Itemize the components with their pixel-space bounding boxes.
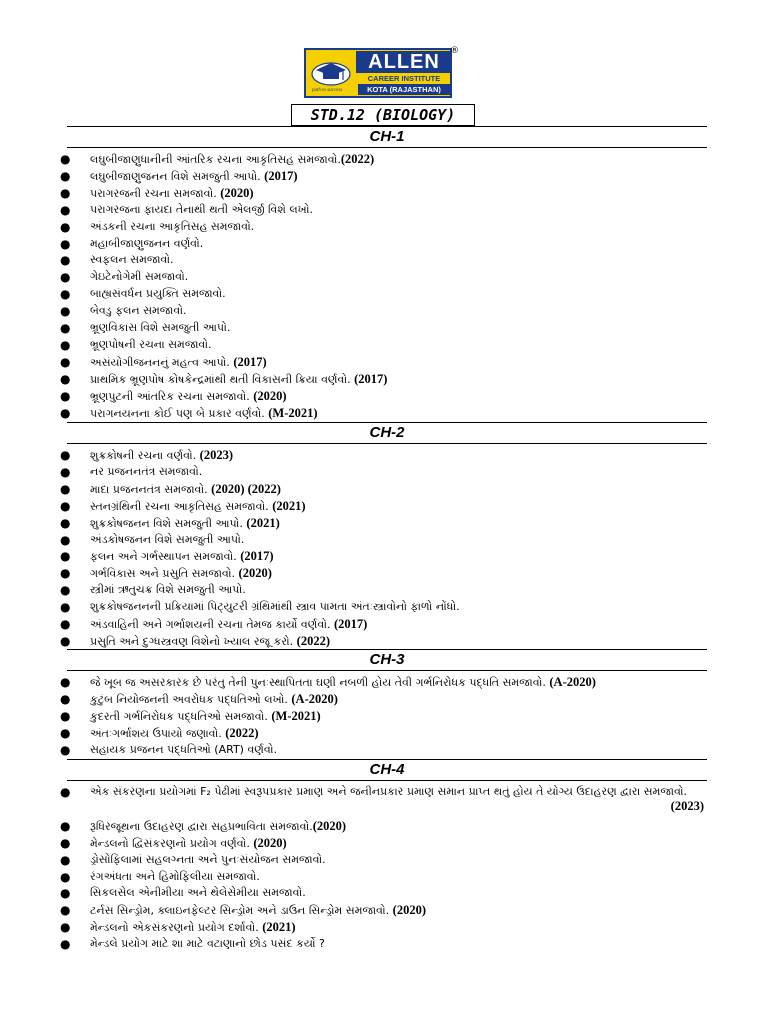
exam-year: (2023) xyxy=(670,798,704,813)
bullet-icon: ● xyxy=(60,852,71,867)
bullet-icon: ● xyxy=(60,725,71,740)
bullet-icon: ● xyxy=(60,236,71,251)
question-text: ગેઇટેનોગેમી સમજાવો. xyxy=(90,270,189,284)
exam-year: (2020) xyxy=(312,818,347,833)
question-text: ડ્રોસોફિલામાં સહલગ્નતા અને પુનઃસંયોજન સમજાવો. xyxy=(90,852,326,866)
bullet-icon: ● xyxy=(60,583,71,598)
question-text: પરાગરજના ફાયદા તેનાથી થતી એલર્જી વિશે લખો. xyxy=(90,202,313,216)
question-text: મેન્ડલનો દ્વિસંકરણનો પ્રયોગ વર્ણવો. xyxy=(90,836,254,850)
exam-year: (2023) xyxy=(199,448,233,462)
question-text: જે ખૂબ જ અસરકારક છે પરંતુ તેની પુનઃસ્થાપિતતા ઘણી નબળી હોય તેવી ગર્ભનિરોધક પદ્ધતિ સમજાવો. xyxy=(90,676,550,689)
exam-year: (2020) xyxy=(220,185,254,200)
bullet-icon: ● xyxy=(60,818,71,833)
question-text: પરાગરજની રચના સમજાવો. xyxy=(90,186,221,200)
bullet-icon: ● xyxy=(60,405,71,420)
bullet-icon: ● xyxy=(60,219,71,234)
bullet-icon: ● xyxy=(60,566,71,581)
question-text: શુક્રકોષજનનની પ્રક્રિયામાં પિટ્યુટરી ગ્રંથિમાંથી સ્ત્રાવ પામતા અંતઃસ્ત્રાવોનો ફાળો નોંધો. xyxy=(90,600,460,614)
bullet-icon: ● xyxy=(60,321,71,335)
chapter-heading-ch-2: CH-2 xyxy=(67,422,707,444)
question-text: કુદરતી ગર્ભનિરોધક પદ્ધતિઓ સમજાવો. xyxy=(90,709,272,723)
bullet-icon: ● xyxy=(60,675,71,689)
bullet-icon: ● xyxy=(60,785,71,799)
exam-year: (2022) xyxy=(340,152,375,166)
question-text: શુક્રકોષજનન વિશે સમજુતી આપો. xyxy=(90,516,247,530)
question-text: કુટુંબ નિયોજનની અવરોધક પદ્ધતિઓ લખો. xyxy=(90,692,292,706)
exam-year: (2017) xyxy=(264,168,298,183)
question-text: ટર્નસ સિન્ડ્રોમ, ક્લાઇનફેલ્ટર સિન્ડ્રોમ અને ડાઉન સિન્ડ્રોમ સમજાવો. xyxy=(90,904,393,918)
logo-tagline: path to success xyxy=(312,88,343,93)
bullet-icon: ● xyxy=(60,337,71,352)
exam-year: (2020) xyxy=(253,388,287,403)
bullet-icon: ● xyxy=(60,600,71,615)
bullet-icon: ● xyxy=(60,515,71,530)
bullet-icon: ● xyxy=(60,270,71,285)
question-text: અસંયોગીજનનનું મહત્વ આપો. xyxy=(90,355,234,369)
question-text: શુક્રકોષની રચના વર્ણવો. xyxy=(90,449,200,462)
bullet-icon: ● xyxy=(60,617,71,631)
question-text: પરાગનયનના કોઈ પણ બે પ્રકાર વર્ણવો. xyxy=(90,406,269,420)
bullet-icon: ● xyxy=(60,886,71,901)
document-title: STD.12 (BIOLOGY) xyxy=(291,104,475,126)
question-text: ભ્રૂણવિકાસ વિશે સમજુતી આપો. xyxy=(90,321,231,334)
exam-year: (2022) xyxy=(296,633,330,648)
bullet-icon: ● xyxy=(60,835,71,850)
bullet-icon: ● xyxy=(60,448,71,462)
bullet-icon: ● xyxy=(60,152,71,166)
bullet-icon: ● xyxy=(60,498,71,513)
registered-mark: ® xyxy=(450,46,459,56)
question-text: ભ્રૂણપોષની રચના સમજાવો. xyxy=(90,337,212,351)
bullet-icon: ● xyxy=(60,481,71,496)
question-text: રૂધિરજૂથના ઉદાહરણ દ્વારા સહપ્રભાવિતા સમજાવો. xyxy=(90,819,313,833)
question-text: ભ્રૂણપુટની આંતરિક રચના સમજાવો. xyxy=(90,389,254,403)
bullet-icon: ● xyxy=(60,708,71,723)
question-text: રંગઅંધતા અને હિમોફિલીયા સમજાવો. xyxy=(90,869,260,883)
bullet-icon: ● xyxy=(60,185,71,200)
bullet-icon: ● xyxy=(60,371,71,386)
exam-year: (2020) xyxy=(238,566,272,581)
question-text: એક સંકરણના પ્રયોગમાં F₂ પેઢીમાં સ્વરૂપપ્રકાર પ્રમાણ અને જનીનપ્રકાર પ્રમાણ સમાન પ્રાપ્ત થતું હોય તે યોગ્ય ઉદાહરણ દ્વારા સમજાવો. xyxy=(90,785,688,798)
question-text: પ્રસુતિ અને દુગ્ધસ્ત્રવણ વિશેનો ખ્યાલ રજૂ કરો. xyxy=(90,634,297,648)
chapter-heading-ch-4: CH-4 xyxy=(67,759,707,781)
exam-year: (2017) xyxy=(233,354,267,369)
question-text: બાહ્યસંવર્ધન પ્રયુક્તિ સમજાવો. xyxy=(90,287,226,301)
exam-year: (2020) xyxy=(392,903,426,918)
chapter-heading-ch-3: CH-3 xyxy=(67,649,707,671)
bullet-icon: ● xyxy=(60,869,71,884)
question-text: સ્તનગ્રંથિની રચના આકૃતિસહ સમજાવો. xyxy=(90,499,273,513)
exam-year: (A-2020) xyxy=(291,691,338,706)
bullet-icon: ● xyxy=(60,388,71,403)
logo-subtitle: CAREER INSTITUTE xyxy=(367,74,441,83)
exam-year: (2021) xyxy=(246,515,280,530)
bullet-icon: ● xyxy=(60,253,71,268)
question-text: પ્રાથમિક ભ્રૂણપોષ કોષકેન્દ્રમાંથી થતી વિકાસની ક્રિયા વર્ણવો. xyxy=(90,372,355,386)
question-text: અંડકોષજનન વિશે સમજુતી આપો. xyxy=(90,532,245,546)
question-text: અંતઃગર્ભાશય ઉપાયો જણાવો. xyxy=(90,726,226,740)
exam-year: (2022) xyxy=(225,725,259,740)
exam-year: (2020) xyxy=(253,835,287,850)
question-text: નર પ્રજનનતંત્ર સમજાવો. xyxy=(90,464,203,478)
bullet-icon: ● xyxy=(60,354,71,369)
bullet-icon: ● xyxy=(60,742,71,757)
question-text: સ્વફલન સમજાવો. xyxy=(90,253,174,267)
bullet-icon: ● xyxy=(60,168,71,183)
bullet-icon: ● xyxy=(60,903,71,918)
bullet-icon: ● xyxy=(60,691,71,706)
question-text: લઘુબીજાણુધાનીની આંતરિક રચના આકૃતિસહ સમજાવો. xyxy=(90,153,341,166)
exam-year: (2021) xyxy=(262,920,296,935)
question-text: અંડકની રચના આકૃતિસહ સમજાવો. xyxy=(90,219,255,233)
question-text: લઘુબીજાણુજનન વિશે સમજુતી આપો. xyxy=(90,169,265,183)
question-text: મહાબીજાણુજનન વર્ણવો. xyxy=(90,236,204,250)
chapter-heading-ch-1: CH-1 xyxy=(67,126,707,148)
bullet-icon: ● xyxy=(60,633,71,648)
bullet-icon: ● xyxy=(60,464,71,479)
bullet-icon: ● xyxy=(60,920,71,935)
question-text: સ્ત્રીમાં ઋતુચક્ર વિશે સમજુતી આપો. xyxy=(90,583,246,597)
question-text: સિકલસેલ એનીમીયા અને થેલેસેમીયા સમજાવો. xyxy=(90,886,306,900)
question-text: ફલન અને ગર્ભસ્થાપન સમજાવો. xyxy=(90,550,241,564)
question-text: અંડવાહિની અને ગર્ભાશયની રચના તેમજ કાર્યો વર્ણવો. xyxy=(90,618,334,631)
exam-year: (2017) xyxy=(333,617,368,631)
exam-year: (2017) xyxy=(240,549,274,564)
graduate-cap-icon xyxy=(310,54,352,90)
question-text: મેન્ડલે પ્રયોગ માટે શા માટે વટાણાનો છોડ પસંદ કર્યો ? xyxy=(90,937,325,951)
logo-brand: ALLEN xyxy=(356,51,452,73)
bullet-icon: ● xyxy=(60,937,71,952)
exam-year: (M-2021) xyxy=(268,405,318,420)
bullet-icon: ● xyxy=(60,532,71,547)
bullet-icon: ● xyxy=(60,549,71,564)
question-text: મેન્ડલનો એકસંકરણનો પ્રયોગ દર્શાવો. xyxy=(90,921,263,935)
exam-year: (A-2020) xyxy=(549,675,596,689)
logo-location: KOTA (RAJASTHAN) xyxy=(358,84,450,95)
question-text: માદા પ્રજનનતંત્ર સમજાવો. xyxy=(90,482,212,496)
allen-logo xyxy=(304,46,459,98)
exam-year: (2020) (2022) xyxy=(211,481,281,496)
question-text: સહાયક પ્રજનન પદ્ધતિઓ (ART) વર્ણવો. xyxy=(90,742,277,756)
question-text: ગર્ભવિકાસ અને પ્રસુતિ સમજાવો. xyxy=(90,567,239,581)
bullet-icon: ● xyxy=(60,287,71,302)
question-text: બેવડુ ફલન સમજાવો. xyxy=(90,304,187,318)
exam-year: (M-2021) xyxy=(271,708,321,723)
exam-year: (2017) xyxy=(354,371,388,386)
bullet-icon: ● xyxy=(60,304,71,319)
bullet-icon: ● xyxy=(60,202,71,217)
exam-year: (2021) xyxy=(272,498,306,513)
